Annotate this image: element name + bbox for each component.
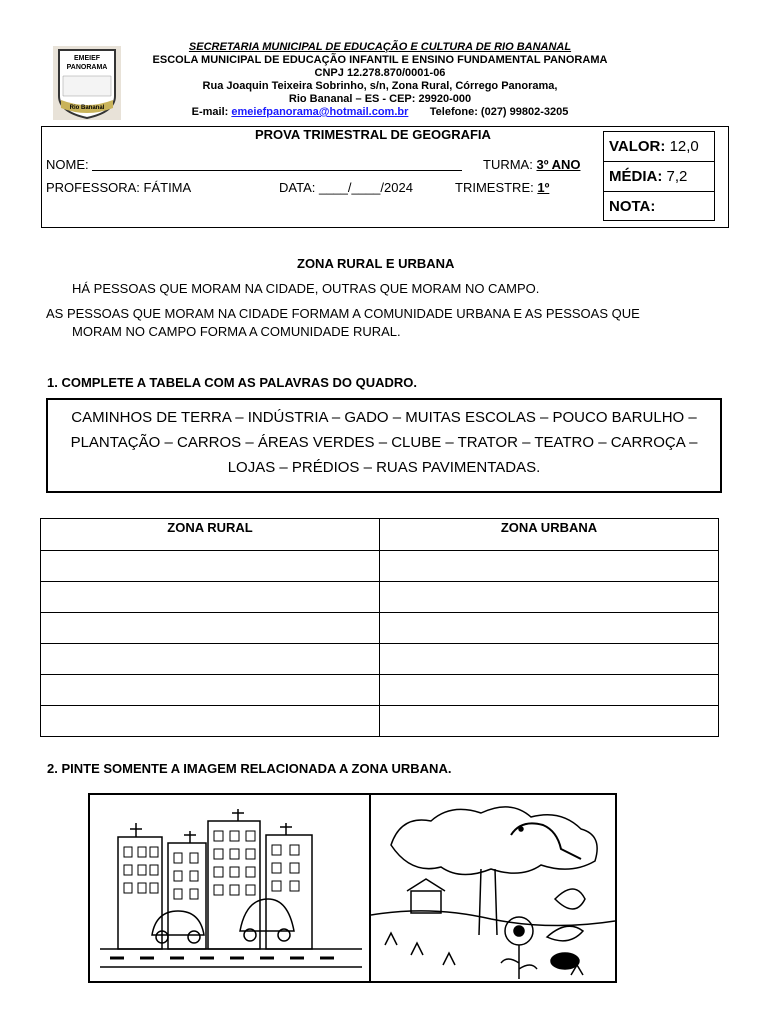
school-header [120,41,640,119]
table-row [41,675,719,706]
paragraph-1: HÁ PESSOAS QUE MORAM NA CIDADE, OUTRAS QUE MORAM NO CAMPO. [72,281,540,296]
header-address: Rua Joaquin Teixeira Sobrinho, s/n, Zona Rural, Córrego Panorama, [202,80,558,92]
header-school-name: ESCOLA MUNICIPAL DE EDUCAÇÃO INFANTIL E ENSINO FUNDAMENTAL PANORAMA [152,54,608,66]
header-city: Rio Bananal – ES - CEP: 29920-000 [288,93,472,105]
urban-cell[interactable] [380,613,719,644]
svg-text:Rio Bananal: Rio Bananal [69,105,105,111]
rural-cell[interactable] [41,644,380,675]
table-header-row [41,519,719,551]
turma-field: TURMA: 3º ANO [483,157,581,172]
nota-row[interactable]: NOTA: [609,198,656,215]
word-bank-line-1: CAMINHOS DE TERRA – INDÚSTRIA – GADO – MUITAS ESCOLAS – POUCO BARULHO – [71,409,697,426]
paragraph-2a: AS PESSOAS QUE MORAM NA CIDADE FORMAM A COMUNIDADE URBANA E AS PESSOAS QUE [46,306,640,321]
header-phone: Telefone: (027) 99802-3205 [429,106,569,118]
word-bank-line-3: LOJAS – PRÉDIOS – RUAS PAVIMENTADAS. [227,459,541,476]
table-row [41,551,719,582]
table-row [41,706,719,737]
urban-cell[interactable] [380,644,719,675]
header-cnpj: CNPJ 12.278.870/0001-06 [314,67,446,79]
urban-cell[interactable] [380,675,719,706]
col-urban-header: ZONA URBANA [380,519,719,551]
trimestre-field: TRIMESTRE: 1º [455,180,550,195]
word-bank-line-2: PLANTAÇÃO – CARROS – ÁREAS VERDES – CLUBE – TRATOR – TEATRO – CARROÇA – [70,434,698,451]
urban-cell[interactable] [380,582,719,613]
table-row [41,613,719,644]
table-row [41,644,719,675]
question-2: 2. PINTE SOMENTE A IMAGEM RELACIONADA A ZONA URBANA. [47,761,452,776]
email-link[interactable]: emeiefpanorama@hotmail.com.br [231,106,409,118]
urban-cell[interactable] [380,551,719,582]
rural-cell[interactable] [41,582,380,613]
rural-cell[interactable] [41,706,380,737]
header-contact: E-mail: emeiefpanorama@hotmail.com.br Telefone: (027) 99802-3205 [191,106,569,118]
word-bank [46,398,722,493]
answer-table [40,518,719,737]
countryside-image[interactable] [369,793,617,983]
name-field[interactable]: NOME: [46,157,462,172]
rural-cell[interactable] [41,613,380,644]
header-secretaria: SECRETARIA MUNICIPAL DE EDUCAÇÃO E CULTURA DE RIO BANANAL [188,41,572,53]
svg-text:EMEIEF: EMEIEF [73,55,101,62]
svg-text:PANORAMA: PANORAMA [66,64,108,71]
school-logo [53,46,121,120]
urban-cell[interactable] [380,706,719,737]
exam-title: PROVA TRIMESTRAL DE GEOGRAFIA [255,127,491,142]
media-row: MÉDIA: 7,2 [604,162,714,192]
section-title: ZONA RURAL E URBANA [297,256,455,271]
city-image[interactable] [88,793,374,983]
score-box [603,131,715,221]
question-1: 1. COMPLETE A TABELA COM AS PALAVRAS DO QUADRO. [47,375,418,390]
teacher-name: PROFESSORA: FÁTIMA [46,180,192,195]
table-row [41,582,719,613]
date-field[interactable]: DATA: ____/____/2024 [279,180,413,195]
paragraph-2b: MORAM NO CAMPO FORMA A COMUNIDADE RURAL. [72,324,401,339]
valor-row: VALOR: 12,0 [604,132,714,162]
rural-cell[interactable] [41,675,380,706]
rural-cell[interactable] [41,551,380,582]
col-rural-header: ZONA RURAL [41,519,380,551]
